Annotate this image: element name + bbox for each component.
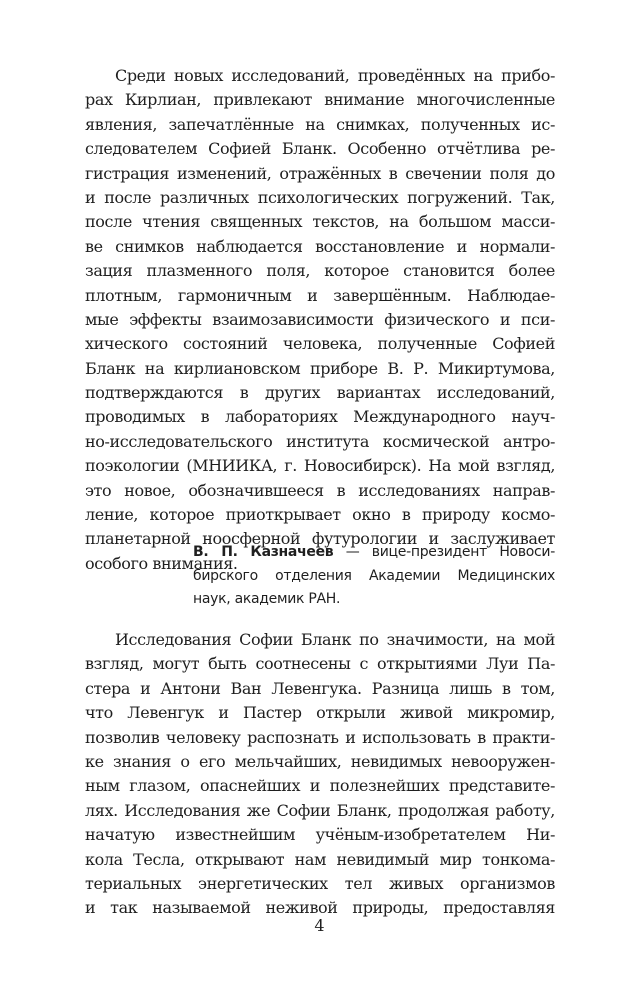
paragraph-line: ление, которое приоткрывает окно в природу космо-: [85, 505, 555, 525]
paragraph-line: рах Кирлиан, привлекают внимание многочисленные: [85, 90, 555, 110]
paragraph-line: Бланк на кирлиановском приборе В. Р. Микиртумова,: [85, 358, 555, 378]
paragraph-line: плотным, гармоничным и завершённым. Наблюдае-: [85, 285, 555, 305]
author-name: В. П. Казначеев: [193, 544, 334, 560]
paragraph-line: лях. Исследования же Софии Бланк, продолжая работу,: [85, 800, 555, 820]
page-number: 4: [314, 916, 325, 935]
paragraph-line: явления, запечатлённые на снимках, полученных ис-: [85, 114, 555, 134]
paragraph-line: Среди новых исследований, проведённых на прибо-: [115, 66, 555, 85]
paragraph-line: но-исследовательского института космической антро-: [85, 431, 555, 451]
paragraph-line: ным глазом, опаснейших и полезнейших представите-: [85, 776, 555, 796]
paragraph-line: ве снимков наблюдается восстановление и нормали-: [85, 236, 555, 256]
paragraph-1: [85, 64, 555, 576]
paragraph-line: проводимых в лабораториях Международного науч-: [85, 407, 555, 427]
paragraph-line: мые эффекты взаимозависимости физического и пси-: [85, 309, 555, 329]
attribution-line: наук, академик РАН.: [193, 591, 341, 608]
paragraph-line: подтверждаются в других вариантах исследований,: [85, 383, 555, 403]
paragraph-line: это новое, обозначившееся в исследованиях направ-: [85, 480, 555, 500]
attribution-line: бирского отделения Академии Медицинских: [193, 567, 555, 584]
paragraph-line: кола Тесла, открывают нам невидимый мир тонкома-: [85, 849, 555, 869]
paragraph-line: после чтения священных текстов, на большом масси-: [85, 212, 555, 232]
paragraph-line: зация плазменного поля, которое становится более: [85, 261, 555, 281]
paragraph-line: что Левенгук и Пастер открыли живой микромир,: [85, 703, 555, 723]
paragraph-line: териальных энергетических тел живых организмов: [85, 873, 555, 893]
paragraph-line: взгляд, могут быть соотнесены с открытиями Луи Па-: [85, 654, 555, 674]
paragraph-line: позволив человеку распознать и использовать в практи-: [85, 727, 555, 747]
paragraph-line: следователем Софией Бланк. Особенно отчётлива ре-: [85, 139, 555, 159]
paragraph-line: особого внимания.: [85, 553, 238, 573]
paragraph-line: гистрация изменений, отражённых в свечении поля до: [85, 163, 555, 183]
quote-attribution: [193, 541, 555, 612]
paragraph-line: стера и Антони Ван Левенгука. Разница лишь в том,: [85, 678, 555, 698]
paragraph-line: начатую известнейшим учёным-изобретателем Ни-: [85, 825, 555, 845]
paragraph-line: и так называемой неживой природы, предоставляя: [85, 898, 555, 918]
paragraph-line: Исследования Софии Бланк по значимости, на мой: [115, 630, 555, 649]
paragraph-line: поэкологии (МНИИКА, г. Новосибирск). На мой взгляд,: [85, 456, 555, 476]
paragraph-line: хического состояний человека, полученные Софией: [85, 334, 555, 354]
paragraph-line: планетарной ноосферной футурологии и заслуживает: [85, 529, 555, 549]
paragraph-2: [85, 628, 555, 921]
attribution-line: [193, 541, 555, 565]
author-title-start: — вице-президент Новоси-: [333, 544, 555, 560]
paragraph-line: и после различных психологических погружений. Так,: [85, 187, 555, 207]
paragraph-line: ке знания о его мельчайших, невидимых невооружен-: [85, 751, 555, 771]
